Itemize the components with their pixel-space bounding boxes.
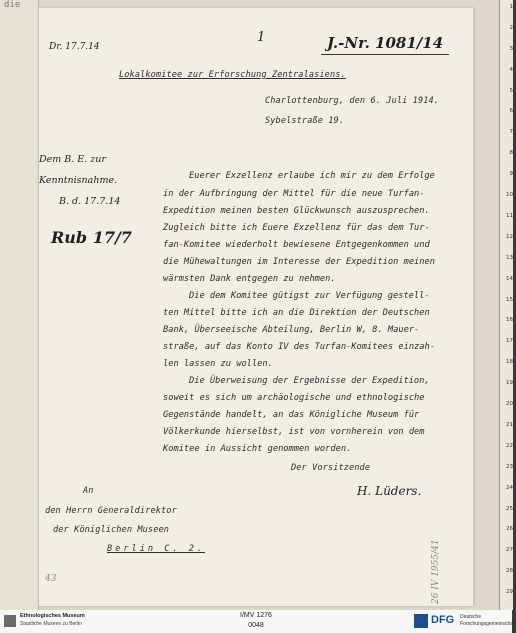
dfg-label: DFG	[431, 614, 455, 626]
ruler-tick: 19	[506, 380, 513, 387]
margin-note-2: Kenntnisnahme.	[39, 175, 118, 186]
recipient-an: An	[83, 486, 94, 496]
body-line: ten Mittel bitte ich an die Direktion der Deutschen	[163, 308, 430, 318]
museum-sub: Staatliche Museen zu Berlin	[20, 621, 82, 627]
body-line: Expedition meinen besten Glückwunsch auszusprechen.	[163, 206, 430, 216]
body-line: Euerer Exzellenz erlaube ich mir zu dem Erfolge	[189, 171, 435, 181]
ruler-tick: 25	[506, 505, 513, 512]
dfg-sub1: Deutsche	[460, 614, 482, 620]
margin-initials: Rub 17/7	[51, 228, 132, 247]
body-line: Die Überweisung der Ergebnisse der Expedition,	[189, 376, 430, 386]
body-line: Die dem Komitee gütigst zur Verfügung gestell-	[189, 291, 430, 301]
signature-code: I/MV 1276	[240, 612, 272, 619]
letterhead: Lokalkomitee zur Erforschung Zentralasiens.	[119, 70, 346, 80]
letter-page	[38, 8, 473, 606]
body-line: Völkerkunde hierselbst, ist von vornherein von dem	[163, 427, 425, 437]
ruler-tick: 21	[506, 421, 513, 428]
museum-name: Ethnologisches Museum	[20, 613, 85, 619]
recipient-title: den Herrn Generaldirektor	[45, 506, 177, 516]
previous-sheet-edge	[0, 0, 39, 610]
recipient-institution: der Königlichen Museen	[53, 525, 170, 535]
ruler-tick: 4	[509, 66, 513, 73]
ruler-tick: 18	[506, 359, 513, 366]
body-line: Gegenstände handelt, an das Königliche Museum für	[163, 410, 420, 420]
ruler-tick: 2	[509, 24, 513, 31]
body-line: straße, auf das Konto IV des Turfan-Komitees einzah-	[163, 342, 435, 352]
ruler-tick: 5	[509, 87, 513, 94]
ruler-tick: 16	[506, 317, 513, 324]
signature: H. Lüders.	[357, 484, 422, 498]
ruler-tick: 22	[506, 442, 513, 449]
recipient-city: Berlin C. 2.	[107, 544, 206, 554]
ruler-tick: 28	[506, 568, 513, 575]
ruler-tick: 23	[506, 463, 513, 470]
body-line: in der Aufbringung der Mittel für die neue Turfan-	[163, 189, 425, 199]
ruler-tick: 24	[506, 484, 513, 491]
ruler-tick: 7	[509, 129, 513, 136]
folio-number: 0048	[248, 622, 264, 629]
ruler-tick: 3	[509, 45, 513, 52]
closing: Der Vorsitzende	[291, 463, 371, 473]
address-line: Sybelstraße 19.	[265, 116, 345, 126]
ruler-tick: 1	[509, 4, 513, 10]
ruler-tick: 17	[506, 338, 513, 345]
body-line: Komitee in Aussicht genommen worden.	[163, 444, 352, 454]
ruler-tick: 29	[506, 589, 513, 596]
margin-note-1: Dem B. E. zur	[39, 154, 106, 165]
museum-logo-icon	[4, 615, 16, 627]
ruler-tick: 12	[506, 233, 513, 240]
dfg-logo-icon	[414, 614, 428, 628]
body-line: Zugleich bitte ich Euere Exzellenz für das dem Tur-	[163, 223, 430, 233]
ruler-tick: 11	[506, 212, 513, 219]
pencil-number: 43	[45, 574, 57, 584]
top-note: Dr. 17.7.14	[49, 42, 100, 52]
journal-number: J.-Nr. 1081/14	[321, 34, 449, 55]
ruler-tick: 8	[509, 150, 513, 157]
ruler-tick: 26	[506, 526, 513, 533]
ruler-tick: 14	[506, 275, 513, 282]
scale-ruler	[499, 0, 513, 610]
body-line: len lassen zu wollen.	[163, 359, 273, 369]
ruler-tick: 13	[506, 254, 513, 261]
ruler-tick: 27	[506, 547, 513, 554]
body-line: Bank, Überseeische Abteilung, Berlin W, 8. Mauer-	[163, 325, 420, 335]
margin-note-3: B. d. 17.7.14	[59, 196, 121, 207]
vertical-stamp: 26 IV 1955/41	[431, 539, 441, 604]
ruler-tick: 10	[506, 192, 513, 199]
place-date: Charlottenburg, den 6. Juli 1914.	[265, 96, 440, 106]
dfg-sub2: Forschungsgemeinschaft	[460, 621, 516, 627]
ruler-tick: 6	[509, 108, 513, 115]
ruler-tick: 20	[506, 401, 513, 408]
footer-bar	[0, 610, 516, 633]
body-line: die Mühewaltungen im Interesse der Expedition meinen	[163, 257, 435, 267]
ruler-tick: 15	[506, 296, 513, 303]
previous-sheet-text: die	[4, 0, 21, 10]
ruler-tick: 9	[509, 171, 513, 178]
body-line: wärmsten Dank entgegen zu nehmen.	[163, 274, 336, 284]
body-line: fan-Komitee wiederholt bewiesene Entgegenkommen und	[163, 240, 430, 250]
page-number: 1	[257, 30, 266, 45]
body-line: soweit es sich um archäologische und ethnologische	[163, 393, 425, 403]
